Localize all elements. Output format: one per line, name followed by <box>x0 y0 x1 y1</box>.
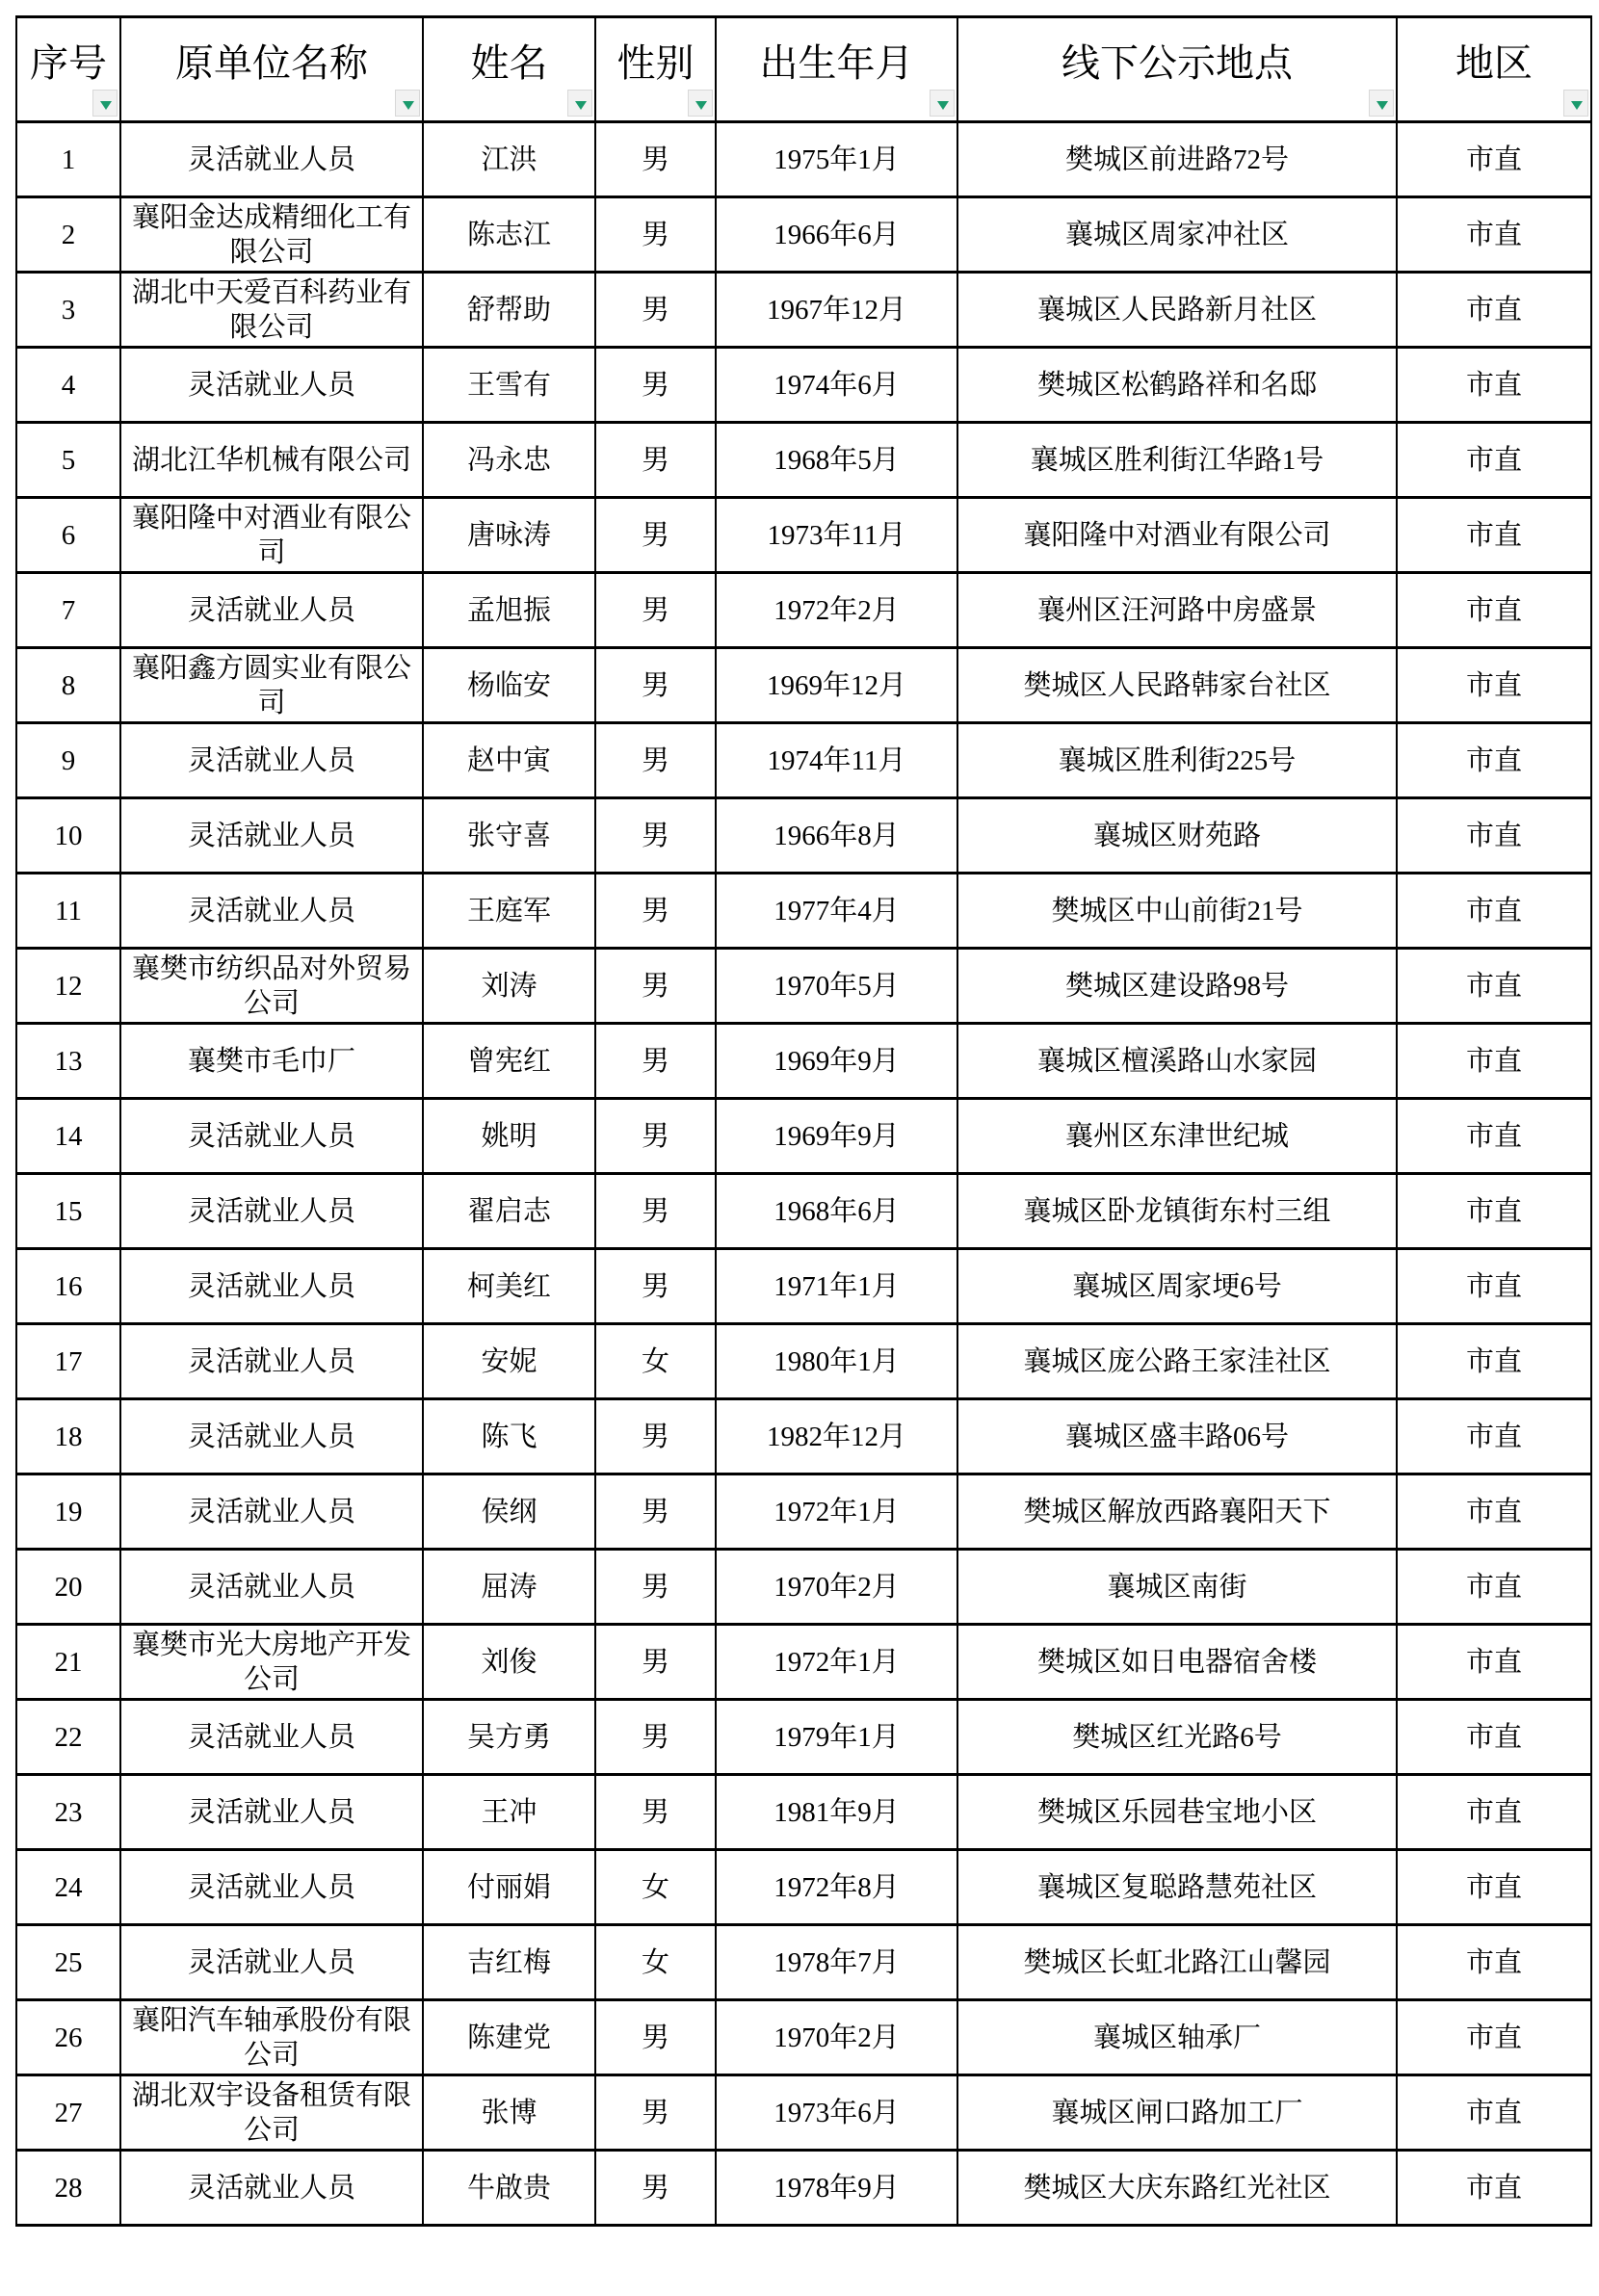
cell-seq: 18 <box>16 1399 120 1474</box>
cell-location: 樊城区如日电器宿舍楼 <box>957 1625 1397 1700</box>
cell-name: 吴方勇 <box>423 1700 595 1775</box>
table-row <box>16 1099 1591 1174</box>
filter-dropdown-icon[interactable] <box>930 90 955 117</box>
cell-seq: 3 <box>16 273 120 348</box>
cell-unit: 灵活就业人员 <box>120 1550 423 1625</box>
cell-seq: 26 <box>16 2000 120 2075</box>
cell-location: 襄城区盛丰路06号 <box>957 1399 1397 1474</box>
table-row <box>16 2151 1591 2226</box>
table-row <box>16 1850 1591 1925</box>
table-row <box>16 573 1591 648</box>
cell-unit: 湖北双宇设备租赁有限公司 <box>120 2075 423 2151</box>
cell-seq: 6 <box>16 498 120 573</box>
cell-location: 樊城区解放西路襄阳天下 <box>957 1474 1397 1550</box>
cell-region: 市直 <box>1397 723 1591 798</box>
cell-unit: 灵活就业人员 <box>120 1399 423 1474</box>
cell-region: 市直 <box>1397 197 1591 273</box>
cell-region: 市直 <box>1397 1925 1591 2000</box>
cell-gender: 男 <box>595 1474 716 1550</box>
cell-birth: 1973年11月 <box>716 498 957 573</box>
cell-unit: 灵活就业人员 <box>120 1925 423 2000</box>
table-row <box>16 1700 1591 1775</box>
cell-gender: 男 <box>595 2151 716 2226</box>
cell-region: 市直 <box>1397 1474 1591 1550</box>
cell-location: 襄城区闸口路加工厂 <box>957 2075 1397 2151</box>
cell-birth: 1966年6月 <box>716 197 957 273</box>
table-row <box>16 348 1591 423</box>
cell-unit: 襄樊市纺织品对外贸易公司 <box>120 949 423 1024</box>
cell-seq: 24 <box>16 1850 120 1925</box>
filter-dropdown-icon[interactable] <box>92 90 118 117</box>
cell-gender: 男 <box>595 122 716 197</box>
cell-seq: 23 <box>16 1775 120 1850</box>
cell-seq: 10 <box>16 798 120 874</box>
cell-region: 市直 <box>1397 1174 1591 1249</box>
cell-unit: 灵活就业人员 <box>120 874 423 949</box>
cell-unit: 襄樊市毛巾厂 <box>120 1024 423 1099</box>
table-row <box>16 122 1591 197</box>
cell-seq: 1 <box>16 122 120 197</box>
cell-location: 襄阳隆中对酒业有限公司 <box>957 498 1397 573</box>
cell-seq: 2 <box>16 197 120 273</box>
cell-gender: 男 <box>595 874 716 949</box>
table-row <box>16 874 1591 949</box>
cell-unit: 襄阳汽车轴承股份有限公司 <box>120 2000 423 2075</box>
cell-name: 付丽娟 <box>423 1850 595 1925</box>
cell-location: 樊城区中山前街21号 <box>957 874 1397 949</box>
cell-seq: 27 <box>16 2075 120 2151</box>
table-row <box>16 798 1591 874</box>
table-row <box>16 273 1591 348</box>
table-row <box>16 197 1591 273</box>
column-header-unit <box>120 17 423 122</box>
cell-gender: 男 <box>595 498 716 573</box>
table-row <box>16 498 1591 573</box>
cell-region: 市直 <box>1397 573 1591 648</box>
cell-gender: 男 <box>595 1700 716 1775</box>
cell-unit: 灵活就业人员 <box>120 122 423 197</box>
cell-name: 陈建党 <box>423 2000 595 2075</box>
cell-name: 陈志江 <box>423 197 595 273</box>
cell-name: 舒帮助 <box>423 273 595 348</box>
filter-dropdown-icon[interactable] <box>567 90 592 117</box>
table-row <box>16 423 1591 498</box>
cell-region: 市直 <box>1397 1099 1591 1174</box>
table-row <box>16 1174 1591 1249</box>
cell-location: 襄城区复聪路慧苑社区 <box>957 1850 1397 1925</box>
cell-location: 樊城区前进路72号 <box>957 122 1397 197</box>
cell-unit: 灵活就业人员 <box>120 573 423 648</box>
cell-name: 张博 <box>423 2075 595 2151</box>
cell-location: 襄城区卧龙镇街东村三组 <box>957 1174 1397 1249</box>
cell-birth: 1973年6月 <box>716 2075 957 2151</box>
cell-region: 市直 <box>1397 1324 1591 1399</box>
cell-location: 襄城区胜利街225号 <box>957 723 1397 798</box>
cell-name: 姚明 <box>423 1099 595 1174</box>
table-row <box>16 1399 1591 1474</box>
cell-unit: 灵活就业人员 <box>120 1099 423 1174</box>
cell-birth: 1978年7月 <box>716 1925 957 2000</box>
table-row <box>16 2075 1591 2151</box>
column-header-location <box>957 17 1397 122</box>
column-header-label: 原单位名称 <box>175 40 368 85</box>
table-row <box>16 723 1591 798</box>
cell-birth: 1972年8月 <box>716 1850 957 1925</box>
cell-seq: 12 <box>16 949 120 1024</box>
cell-location: 襄城区周家冲社区 <box>957 197 1397 273</box>
cell-name: 安妮 <box>423 1324 595 1399</box>
cell-seq: 15 <box>16 1174 120 1249</box>
cell-gender: 男 <box>595 648 716 723</box>
cell-gender: 男 <box>595 1550 716 1625</box>
cell-region: 市直 <box>1397 1625 1591 1700</box>
column-header-birth <box>716 17 957 122</box>
cell-birth: 1974年6月 <box>716 348 957 423</box>
cell-name: 张守喜 <box>423 798 595 874</box>
table-row <box>16 949 1591 1024</box>
cell-unit: 襄樊市光大房地产开发公司 <box>120 1625 423 1700</box>
table-row <box>16 1775 1591 1850</box>
cell-gender: 男 <box>595 1625 716 1700</box>
cell-gender: 男 <box>595 798 716 874</box>
cell-birth: 1967年12月 <box>716 273 957 348</box>
cell-birth: 1969年9月 <box>716 1024 957 1099</box>
column-header-name <box>423 17 595 122</box>
cell-birth: 1977年4月 <box>716 874 957 949</box>
cell-unit: 灵活就业人员 <box>120 1324 423 1399</box>
cell-birth: 1968年5月 <box>716 423 957 498</box>
cell-name: 江洪 <box>423 122 595 197</box>
cell-name: 孟旭振 <box>423 573 595 648</box>
cell-location: 樊城区人民路韩家台社区 <box>957 648 1397 723</box>
column-header-label: 线下公示地点 <box>1062 40 1293 85</box>
table-row <box>16 1550 1591 1625</box>
cell-name: 柯美红 <box>423 1249 595 1324</box>
cell-gender: 男 <box>595 423 716 498</box>
cell-birth: 1971年1月 <box>716 1249 957 1324</box>
cell-name: 刘俊 <box>423 1625 595 1700</box>
cell-gender: 女 <box>595 1850 716 1925</box>
cell-region: 市直 <box>1397 273 1591 348</box>
cell-birth: 1982年12月 <box>716 1399 957 1474</box>
cell-birth: 1968年6月 <box>716 1174 957 1249</box>
cell-region: 市直 <box>1397 423 1591 498</box>
cell-name: 王冲 <box>423 1775 595 1850</box>
cell-gender: 男 <box>595 1174 716 1249</box>
cell-seq: 28 <box>16 2151 120 2226</box>
table-row <box>16 1625 1591 1700</box>
cell-birth: 1975年1月 <box>716 122 957 197</box>
cell-birth: 1978年9月 <box>716 2151 957 2226</box>
cell-birth: 1980年1月 <box>716 1324 957 1399</box>
cell-gender: 男 <box>595 573 716 648</box>
cell-seq: 20 <box>16 1550 120 1625</box>
cell-unit: 湖北江华机械有限公司 <box>120 423 423 498</box>
roster-table <box>15 15 1592 2227</box>
cell-name: 王庭军 <box>423 874 595 949</box>
cell-location: 襄城区庞公路王家洼社区 <box>957 1324 1397 1399</box>
cell-gender: 男 <box>595 949 716 1024</box>
cell-gender: 男 <box>595 273 716 348</box>
column-header-label: 性别 <box>616 40 695 85</box>
cell-birth: 1969年12月 <box>716 648 957 723</box>
cell-seq: 11 <box>16 874 120 949</box>
cell-gender: 男 <box>595 1775 716 1850</box>
cell-birth: 1979年1月 <box>716 1700 957 1775</box>
cell-name: 牛啟贵 <box>423 2151 595 2226</box>
cell-seq: 5 <box>16 423 120 498</box>
cell-gender: 男 <box>595 1399 716 1474</box>
cell-name: 刘涛 <box>423 949 595 1024</box>
cell-location: 樊城区大庆东路红光社区 <box>957 2151 1397 2226</box>
cell-birth: 1970年2月 <box>716 1550 957 1625</box>
cell-birth: 1981年9月 <box>716 1775 957 1850</box>
cell-unit: 灵活就业人员 <box>120 723 423 798</box>
cell-unit: 灵活就业人员 <box>120 1850 423 1925</box>
cell-name: 王雪有 <box>423 348 595 423</box>
cell-location: 襄城区胜利街江华路1号 <box>957 423 1397 498</box>
filter-dropdown-icon[interactable] <box>1563 90 1588 117</box>
cell-seq: 4 <box>16 348 120 423</box>
cell-region: 市直 <box>1397 348 1591 423</box>
cell-seq: 13 <box>16 1024 120 1099</box>
table-row <box>16 1925 1591 2000</box>
cell-gender: 男 <box>595 197 716 273</box>
cell-seq: 21 <box>16 1625 120 1700</box>
cell-location: 襄城区檀溪路山水家园 <box>957 1024 1397 1099</box>
filter-dropdown-icon[interactable] <box>395 90 420 117</box>
cell-birth: 1969年9月 <box>716 1099 957 1174</box>
cell-name: 翟启志 <box>423 1174 595 1249</box>
cell-location: 樊城区乐园巷宝地小区 <box>957 1775 1397 1850</box>
cell-name: 赵中寅 <box>423 723 595 798</box>
cell-gender: 女 <box>595 1925 716 2000</box>
cell-gender: 男 <box>595 348 716 423</box>
column-header-seq <box>16 17 120 122</box>
cell-region: 市直 <box>1397 2151 1591 2226</box>
table-row <box>16 648 1591 723</box>
cell-unit: 灵活就业人员 <box>120 1249 423 1324</box>
table-row <box>16 1249 1591 1324</box>
cell-region: 市直 <box>1397 1850 1591 1925</box>
cell-unit: 灵活就业人员 <box>120 1775 423 1850</box>
cell-region: 市直 <box>1397 1399 1591 1474</box>
cell-gender: 女 <box>595 1324 716 1399</box>
cell-seq: 16 <box>16 1249 120 1324</box>
cell-seq: 14 <box>16 1099 120 1174</box>
cell-location: 襄州区东津世纪城 <box>957 1099 1397 1174</box>
table-row <box>16 1474 1591 1550</box>
cell-unit: 湖北中天爱百科药业有限公司 <box>120 273 423 348</box>
cell-unit: 襄阳金达成精细化工有限公司 <box>120 197 423 273</box>
cell-region: 市直 <box>1397 798 1591 874</box>
cell-birth: 1970年5月 <box>716 949 957 1024</box>
cell-location: 襄城区人民路新月社区 <box>957 273 1397 348</box>
cell-seq: 19 <box>16 1474 120 1550</box>
column-header-label: 姓名 <box>470 40 548 85</box>
cell-seq: 25 <box>16 1925 120 2000</box>
cell-gender: 男 <box>595 2075 716 2151</box>
cell-region: 市直 <box>1397 1249 1591 1324</box>
cell-birth: 1974年11月 <box>716 723 957 798</box>
cell-seq: 8 <box>16 648 120 723</box>
column-header-label: 出生年月 <box>759 40 914 85</box>
cell-location: 襄城区南街 <box>957 1550 1397 1625</box>
cell-region: 市直 <box>1397 874 1591 949</box>
cell-location: 襄城区轴承厂 <box>957 2000 1397 2075</box>
cell-unit: 襄阳隆中对酒业有限公司 <box>120 498 423 573</box>
cell-name: 曾宪红 <box>423 1024 595 1099</box>
cell-seq: 9 <box>16 723 120 798</box>
header-row <box>16 17 1591 122</box>
cell-unit: 灵活就业人员 <box>120 1474 423 1550</box>
cell-unit: 灵活就业人员 <box>120 2151 423 2226</box>
column-header-gender <box>595 17 716 122</box>
cell-location: 樊城区松鹤路祥和名邸 <box>957 348 1397 423</box>
cell-region: 市直 <box>1397 949 1591 1024</box>
column-header-label: 地区 <box>1455 40 1533 85</box>
cell-unit: 襄阳鑫方圆实业有限公司 <box>120 648 423 723</box>
cell-seq: 22 <box>16 1700 120 1775</box>
table-body <box>16 122 1591 2226</box>
cell-region: 市直 <box>1397 2075 1591 2151</box>
cell-gender: 男 <box>595 2000 716 2075</box>
cell-unit: 灵活就业人员 <box>120 348 423 423</box>
cell-region: 市直 <box>1397 498 1591 573</box>
cell-region: 市直 <box>1397 1700 1591 1775</box>
cell-gender: 男 <box>595 1024 716 1099</box>
column-header-region <box>1397 17 1591 122</box>
cell-name: 杨临安 <box>423 648 595 723</box>
cell-location: 樊城区建设路98号 <box>957 949 1397 1024</box>
cell-unit: 灵活就业人员 <box>120 1174 423 1249</box>
cell-region: 市直 <box>1397 122 1591 197</box>
cell-name: 唐咏涛 <box>423 498 595 573</box>
cell-name: 陈飞 <box>423 1399 595 1474</box>
filter-dropdown-icon[interactable] <box>1369 90 1394 117</box>
cell-name: 屈涛 <box>423 1550 595 1625</box>
cell-seq: 17 <box>16 1324 120 1399</box>
cell-birth: 1972年1月 <box>716 1625 957 1700</box>
cell-location: 襄州区汪河路中房盛景 <box>957 573 1397 648</box>
filter-dropdown-icon[interactable] <box>688 90 713 117</box>
cell-location: 襄城区财苑路 <box>957 798 1397 874</box>
cell-region: 市直 <box>1397 1024 1591 1099</box>
cell-birth: 1972年2月 <box>716 573 957 648</box>
cell-birth: 1972年1月 <box>716 1474 957 1550</box>
cell-gender: 男 <box>595 1099 716 1174</box>
cell-unit: 灵活就业人员 <box>120 1700 423 1775</box>
cell-name: 吉红梅 <box>423 1925 595 2000</box>
cell-name: 冯永忠 <box>423 423 595 498</box>
cell-region: 市直 <box>1397 648 1591 723</box>
table-row <box>16 2000 1591 2075</box>
cell-location: 樊城区长虹北路江山馨园 <box>957 1925 1397 2000</box>
cell-region: 市直 <box>1397 2000 1591 2075</box>
cell-unit: 灵活就业人员 <box>120 798 423 874</box>
table-row <box>16 1324 1591 1399</box>
cell-region: 市直 <box>1397 1550 1591 1625</box>
cell-name: 侯纲 <box>423 1474 595 1550</box>
table-row <box>16 1024 1591 1099</box>
column-header-label: 序号 <box>30 40 107 85</box>
cell-region: 市直 <box>1397 1775 1591 1850</box>
cell-gender: 男 <box>595 723 716 798</box>
cell-location: 樊城区红光路6号 <box>957 1700 1397 1775</box>
cell-location: 襄城区周家埂6号 <box>957 1249 1397 1324</box>
cell-birth: 1966年8月 <box>716 798 957 874</box>
cell-gender: 男 <box>595 1249 716 1324</box>
cell-seq: 7 <box>16 573 120 648</box>
cell-birth: 1970年2月 <box>716 2000 957 2075</box>
